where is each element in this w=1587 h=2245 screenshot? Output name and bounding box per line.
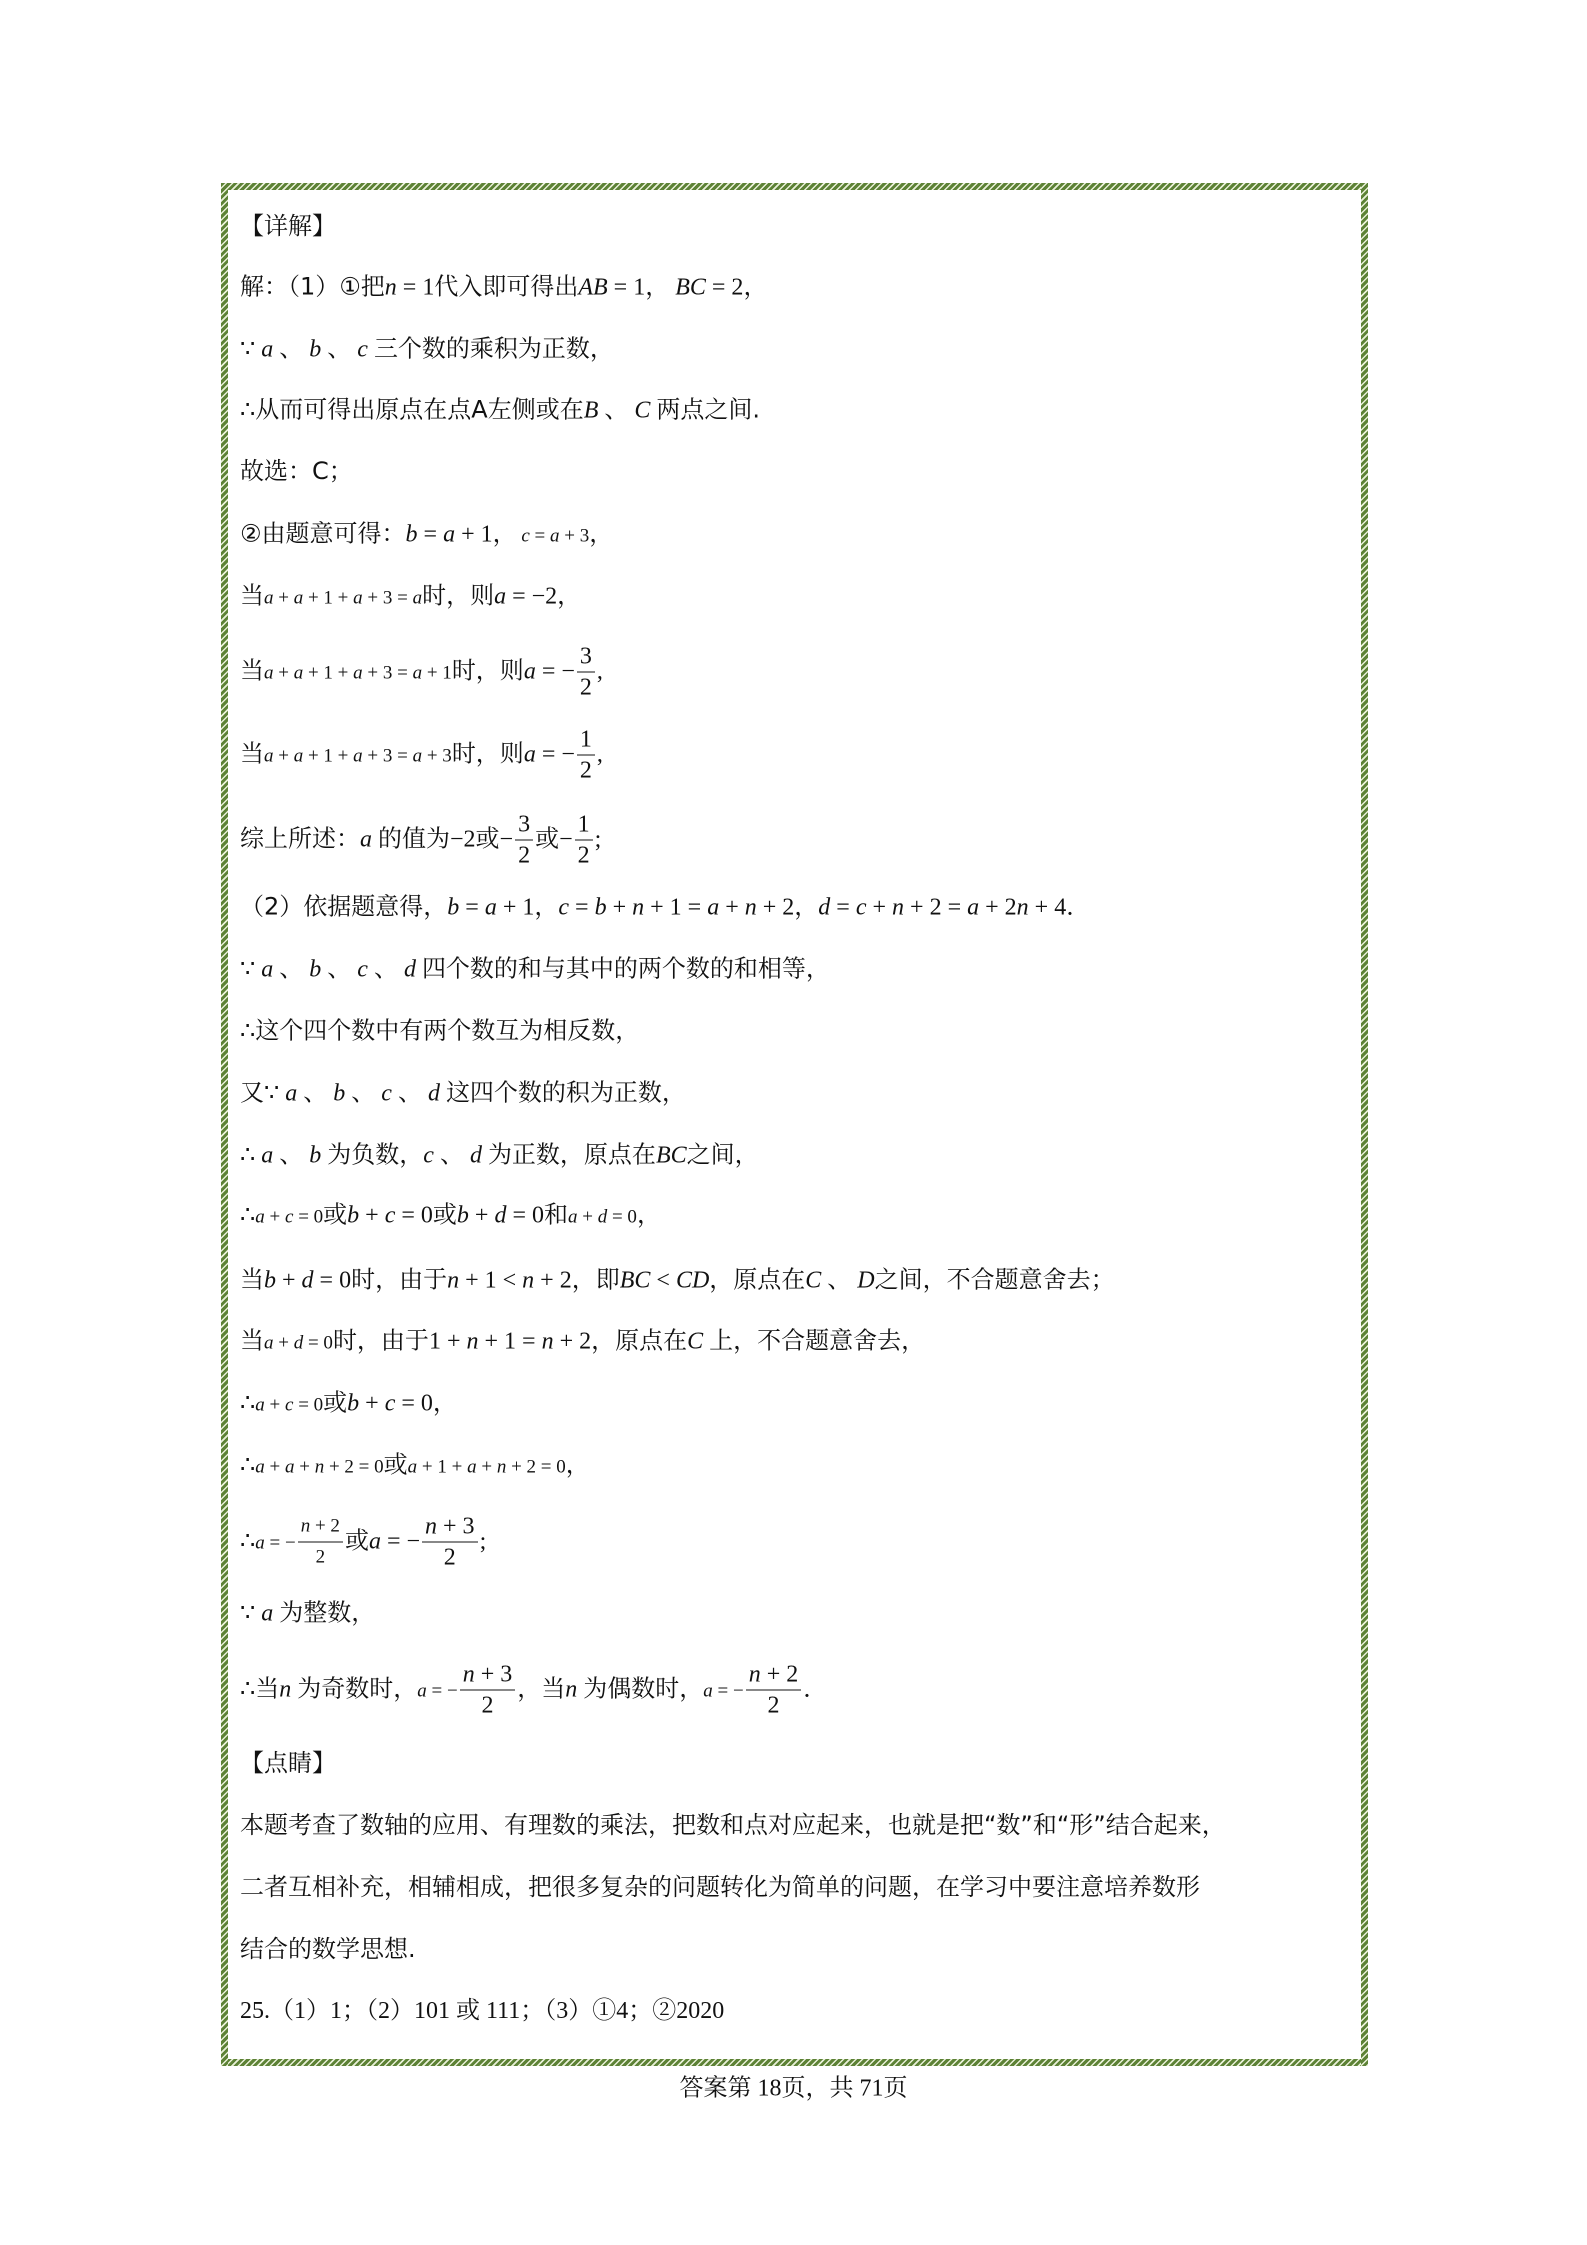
text: 这四个数的积为正数， (445, 1078, 686, 1107)
text: ， (743, 272, 768, 301)
text: 、 (279, 954, 304, 983)
text: 三个数的乘积为正数， (373, 334, 614, 363)
text: 当 (240, 739, 264, 768)
text: 为偶数时， (583, 1674, 704, 1703)
section-heading-comment: 【点睛】 (240, 1749, 336, 1777)
solution-line-3: ∴从而可得出原点在点A左侧或在B 、 C 两点之间. (240, 395, 761, 424)
solution-line-20: ∴a = − $\frac{n + 2}{2}$ 或a = − $\frac{n + 3}{2}$ ; (240, 1513, 487, 1571)
text: 当 (240, 1265, 264, 1294)
therefore-symbol: ∴ (240, 1142, 256, 1169)
because-symbol: ∵ (264, 1080, 280, 1107)
solution-line-5: ②由题意可得：b = a + 1， c = a + 3， (240, 519, 614, 548)
text: 、 (279, 1140, 304, 1169)
fraction: $\frac{3}{2}$ (577, 642, 595, 703)
comment-line-2: 二者互相补充，相辅相成，把很多复杂的问题转化为简单的问题，在学习中要注意培养数形 (240, 1873, 1200, 1901)
text: 时，则 (422, 581, 495, 610)
therefore-symbol: ∴ (240, 1452, 256, 1479)
text: 、 (351, 1078, 376, 1107)
text: （2）依据题意得， (240, 892, 448, 921)
text: 当 (240, 656, 264, 685)
because-symbol: ∵ (240, 1600, 256, 1627)
text: ． (803, 1674, 828, 1703)
solution-line-21: ∵ a 为整数， (240, 1598, 376, 1627)
text: 解：（1）①把 (240, 272, 385, 301)
text: 当 (240, 581, 264, 610)
solution-line-15: ∴a + c = 0或b + c = 0或b + d = 0和a + d = 0， (240, 1200, 661, 1229)
text: 、 (604, 395, 629, 424)
text: 、 (303, 1078, 328, 1107)
fraction: $\frac{n + 2}{2}$ (746, 1660, 802, 1721)
text: 时，则 (451, 656, 524, 685)
text: 、 (827, 1265, 852, 1294)
text: ， (492, 519, 517, 548)
because-symbol: ∵ (240, 336, 256, 363)
text: ， (534, 892, 559, 921)
therefore-symbol: ∴ (240, 1202, 256, 1229)
frame-border-right (1361, 183, 1368, 2066)
solution-line-2: ∵ a 、 b 、 c 三个数的乘积为正数， (240, 334, 614, 363)
text: 为正数，原点在 (487, 1140, 656, 1169)
text: 时，由于 (351, 1265, 448, 1294)
therefore-symbol: ∴ (240, 1018, 256, 1045)
text: ，原点在 (591, 1326, 688, 1355)
text: 上，不合题意舍去， (709, 1326, 926, 1355)
text: 和 (544, 1200, 568, 1229)
text: 、 (397, 1078, 422, 1107)
solution-line-14: ∴ a 、 b 为负数，c 、 d 为正数，原点在BC之间， (240, 1140, 759, 1169)
solution-line-19: ∴a + a + n + 2 = 0或a + 1 + a + n + 2 = 0， (240, 1450, 590, 1479)
solution-line-16: 当b + d = 0时，由于n + 1 < n + 2，即BC < CD，原点在C 、 D之间，不合题意舍去； (240, 1265, 1115, 1294)
solution-line-7: 当a + a + 1 + a + 3 = a + 1时，则a = − $\frac{3}{2}$ , (240, 643, 603, 701)
text: 时，则 (451, 739, 524, 768)
comment-line-3: 结合的数学思想. (240, 1935, 416, 1963)
solution-line-22: ∴当n 为奇数时，a = − $\frac{n + 3}{2}$ ，当n 为偶数时，a = − $\frac{n + 2}{2}$ ． (240, 1661, 828, 1719)
frame-border-bottom (221, 2059, 1368, 2066)
fraction: $\frac{n + 2}{2}$ (298, 1512, 343, 1573)
therefore-symbol: ∴ (240, 1390, 256, 1417)
text: 当 (240, 1326, 264, 1355)
text: 或 (432, 1200, 457, 1229)
text: ， (589, 519, 614, 548)
text: ， (794, 892, 819, 921)
text: 、 (327, 334, 352, 363)
page-footer: 答案第 18页，共 71页 (679, 2075, 908, 2102)
comment-line-1: 本题考查了数轴的应用、有理数的乘法，把数和点对应起来，也就是把“数”和“形”结合起来， (240, 1811, 1226, 1839)
text: 为负数， (327, 1140, 424, 1169)
text: 的值为 (378, 824, 450, 853)
text: ． (1066, 892, 1091, 921)
because-symbol: ∵ (240, 956, 256, 983)
text: 这个四个数中有两个数互为相反数， (255, 1016, 640, 1045)
text: ， (565, 1450, 590, 1479)
text: 之间， (686, 1140, 759, 1169)
solution-line-13: 又∵ a 、 b 、 c 、 d 这四个数的积为正数， (240, 1078, 686, 1107)
text: ②由题意可得： (240, 519, 406, 548)
text: ， (557, 581, 582, 610)
text: 或 (475, 824, 500, 853)
text: ， (517, 1674, 542, 1703)
answer-frame (221, 183, 1368, 2066)
text: ，原点在 (709, 1265, 806, 1294)
solution-line-18: ∴a + c = 0或b + c = 0， (240, 1388, 457, 1417)
therefore-symbol: ∴ (240, 1528, 256, 1555)
text: 、 (279, 334, 304, 363)
text: 为奇数时， (297, 1674, 418, 1703)
fraction: $\frac{n + 3}{2}$ (422, 1512, 478, 1573)
frame-border-top (221, 183, 1368, 190)
text: 为整数， (279, 1598, 376, 1627)
therefore-symbol: ∴ (240, 1676, 256, 1703)
text: ， (645, 272, 670, 301)
text: 综上所述： (240, 824, 360, 853)
solution-line-10: （2）依据题意得，b = a + 1，c = b + n + 1 = a + n + 2，d = c + n + 2 = a + 2n + 4． (240, 892, 1091, 921)
fraction: $\frac{n + 3}{2}$ (460, 1660, 516, 1721)
solution-line-11: ∵ a 、 b 、 c 、 d 四个数的和与其中的两个数的和相等， (240, 954, 830, 983)
frame-border-left (221, 183, 228, 2066)
solution-line-12 (240, 1016, 639, 1047)
text: 当 (541, 1674, 566, 1703)
text: 或 (323, 1388, 348, 1417)
solution-line-1: 解：（1）①把n = 1代入即可得出AB = 1， BC = 2， (240, 272, 768, 301)
fraction: $\frac{3}{2}$ (515, 810, 533, 871)
text: 之间，不合题意舍去； (874, 1265, 1115, 1294)
text: 或 (323, 1200, 348, 1229)
text: 、 (373, 954, 398, 983)
text: 、 (327, 954, 352, 983)
solution-line-17: 当a + d = 0时，由于1 + n + 1 = n + 2，原点在C 上，不合题意舍去， (240, 1326, 926, 1355)
text: 、 (439, 1140, 464, 1169)
text: 当 (255, 1674, 280, 1703)
text: 或 (535, 824, 560, 853)
solution-line-4: 故选：C； (240, 457, 353, 485)
fraction: $\frac{1}{2}$ (577, 725, 595, 786)
therefore-symbol: ∴ (240, 397, 256, 424)
text: 又 (240, 1078, 264, 1107)
solution-line-6: 当a + a + 1 + a + 3 = a时，则a = −2， (240, 581, 582, 610)
text: ， (636, 1200, 661, 1229)
text: 两点之间. (656, 395, 761, 424)
next-answer-line: 25.（1）1；（2）101 或 111；（3）①4；②2020 (240, 1998, 725, 2024)
text: 从而可得出原点在点A左侧或在 (255, 395, 584, 424)
text: 或 (344, 1526, 369, 1555)
text: 时，由于 (332, 1326, 429, 1355)
solution-line-8: 当a + a + 1 + a + 3 = a + 3时，则a = − $\frac{1}{2}$ , (240, 726, 603, 784)
text: ， (432, 1388, 457, 1417)
text: 或 (383, 1450, 408, 1479)
solution-line-9: 综上所述：a 的值为−2或− $\frac{3}{2}$ 或− $\frac{1}{2}$ ; (240, 811, 602, 869)
text: ，即 (571, 1265, 620, 1294)
section-heading-detail: 【详解】 (240, 212, 336, 240)
fraction: $\frac{1}{2}$ (575, 810, 593, 871)
text: 代入即可得出 (434, 272, 579, 301)
text: 四个数的和与其中的两个数的和相等， (421, 954, 830, 983)
